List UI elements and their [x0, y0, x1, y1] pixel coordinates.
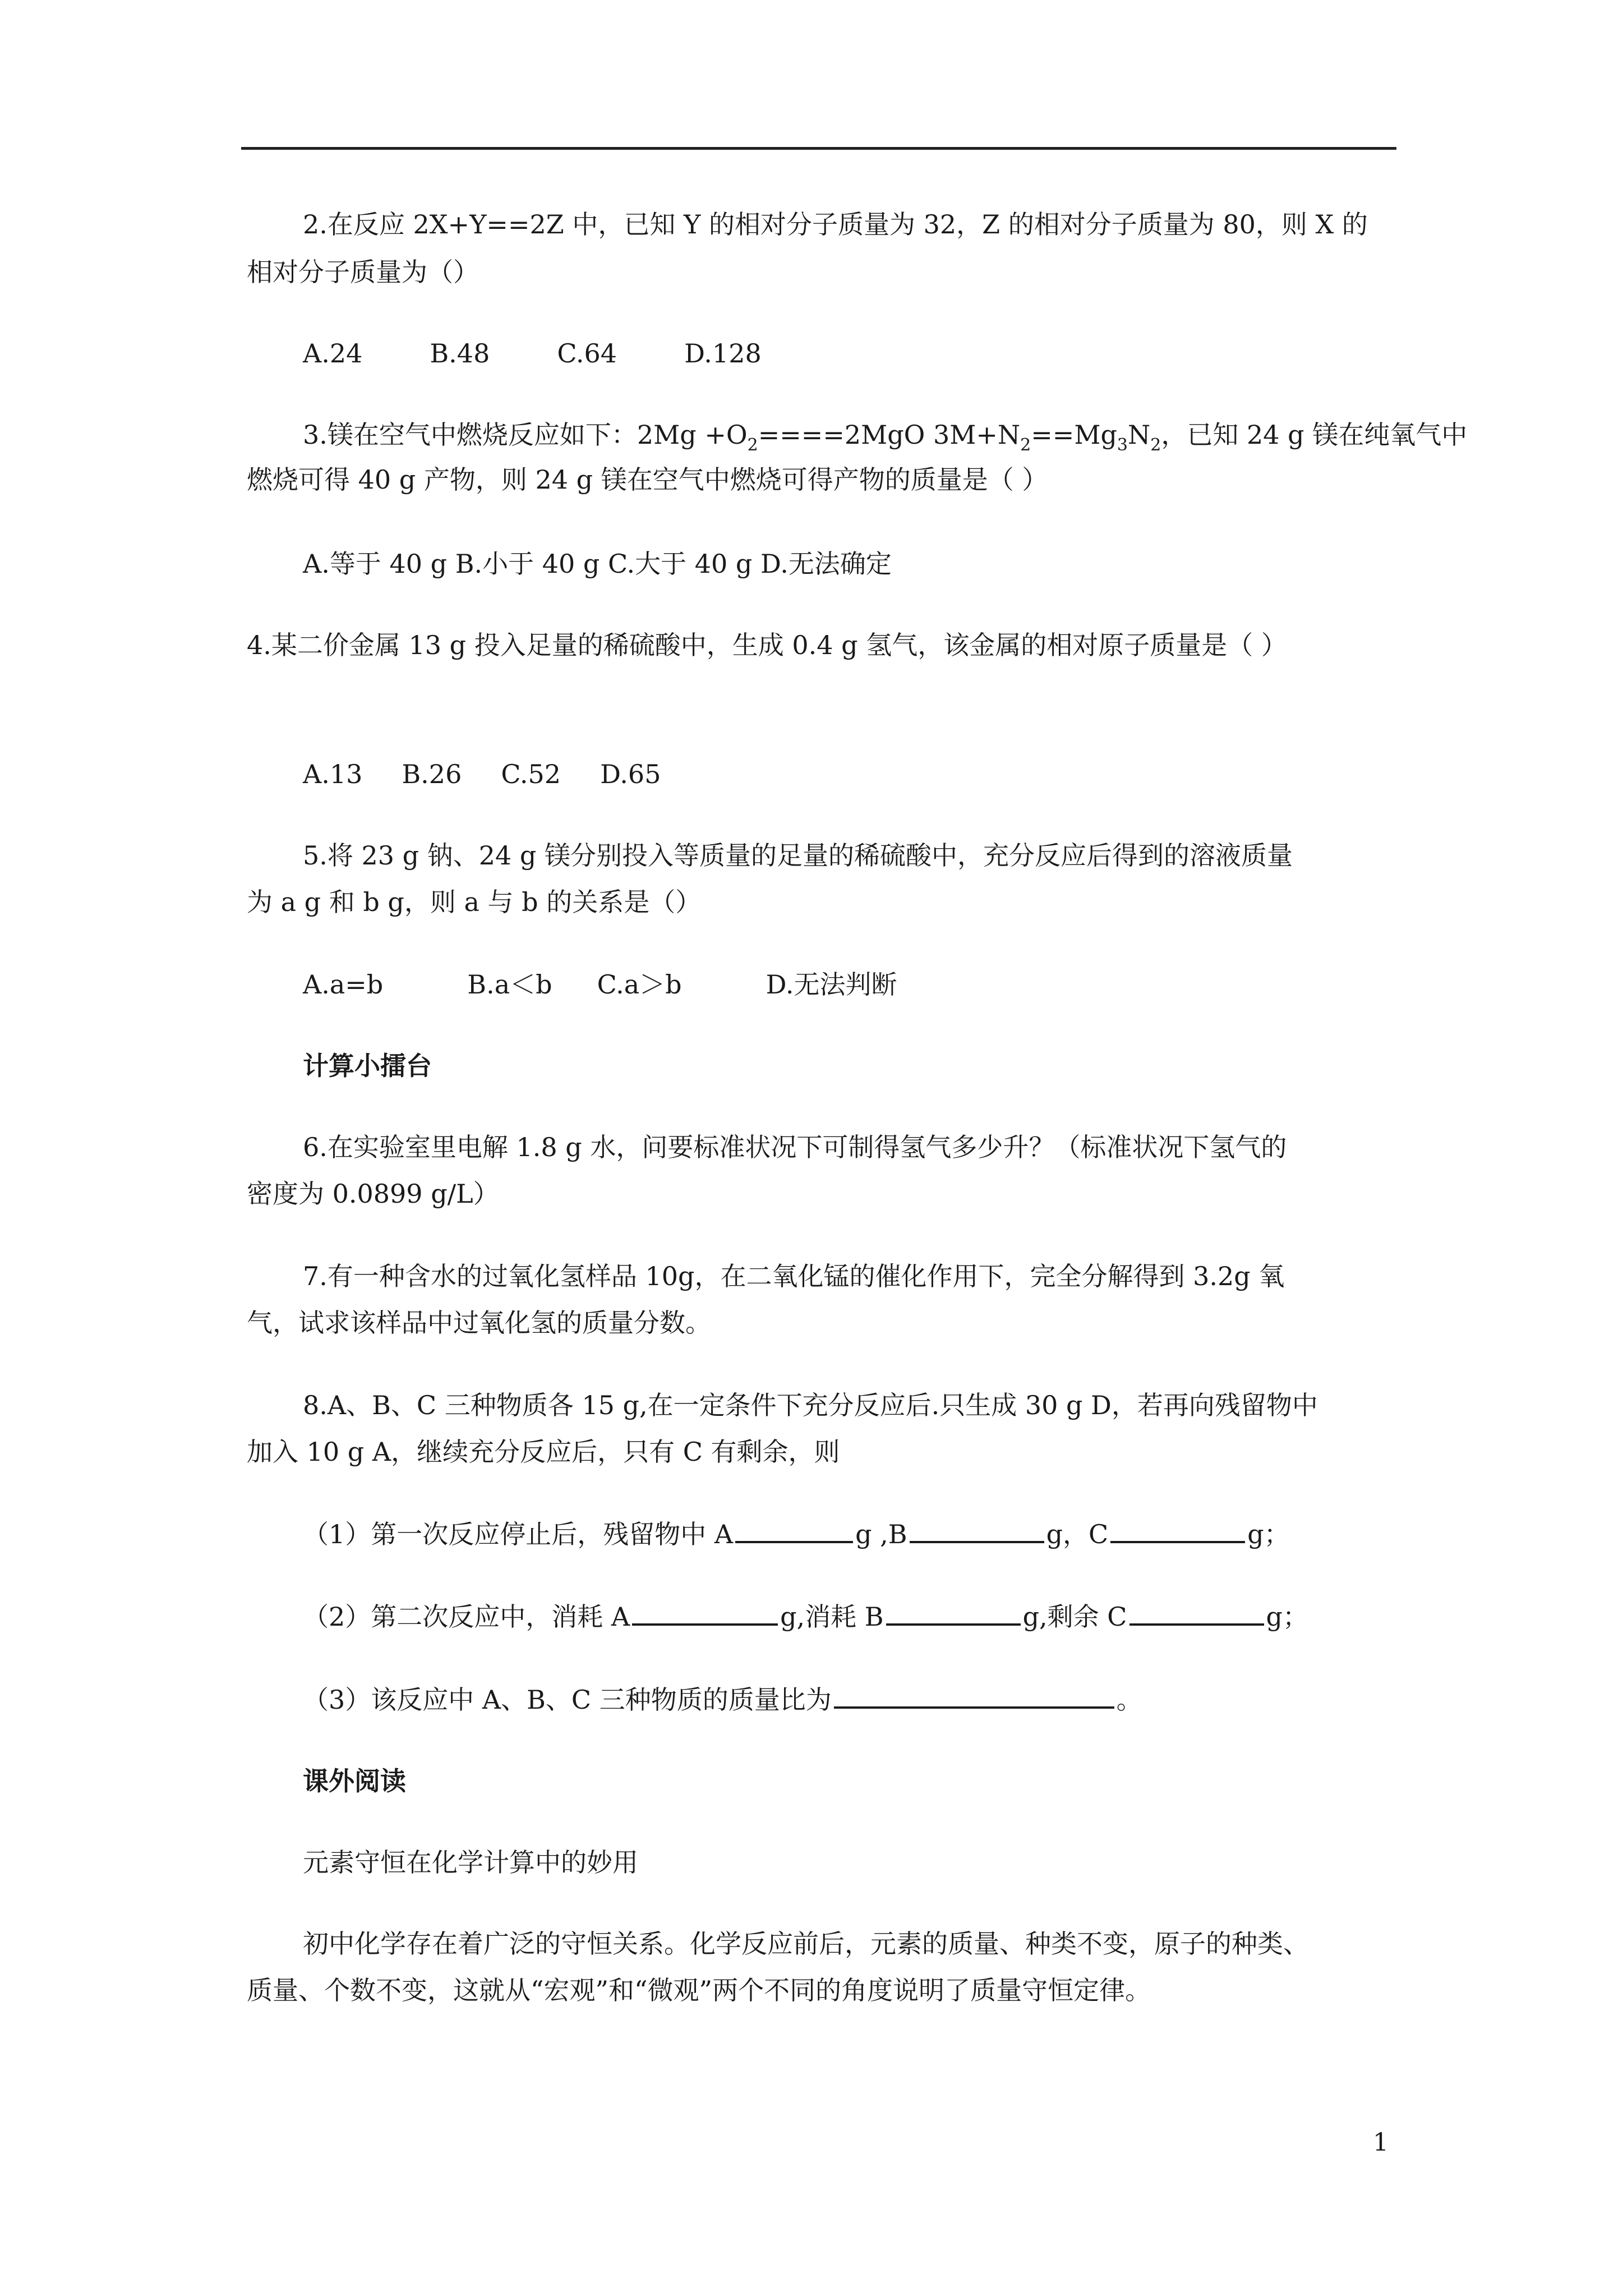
q8-part1-label: （1）第一次反应停止后，残留物中 A — [303, 1519, 734, 1549]
answer-blank[interactable] — [735, 1515, 853, 1543]
q8-part2-text-c: g,剩余 C — [1022, 1602, 1127, 1632]
q3-subscript: 2 — [1020, 435, 1031, 455]
q5-option-c: C.a＞b — [597, 969, 682, 1000]
reading-line2: 质量、个数不变，这就从“宏观”和“微观”两个不同的角度说明了质量守恒定律。 — [247, 1975, 1151, 2005]
q2-option-b: B.48 — [430, 338, 490, 369]
q8-line2: 加入 10 g A，继续充分反应后，只有 C 有剩余，则 — [247, 1437, 840, 1467]
q8-part3-end: 。 — [1116, 1685, 1142, 1715]
answer-blank[interactable] — [886, 1598, 1021, 1626]
q8-part3-label: （3）该反应中 A、B、C 三种物质的质量比为 — [303, 1685, 832, 1715]
q2-option-c: C.64 — [557, 338, 617, 369]
q7-line2: 气，试求该样品中过氧化氢的质量分数。 — [247, 1308, 711, 1338]
q8-part1 — [303, 1512, 1290, 1557]
header-rule — [241, 147, 1396, 150]
q8-part2 — [303, 1594, 1308, 1639]
q5-option-b: B.a＜b — [467, 969, 552, 1000]
answer-blank[interactable] — [834, 1681, 1114, 1709]
q5-option-a: A.a=b — [303, 969, 384, 1000]
q5-option-d: D.无法判断 — [766, 969, 897, 1000]
q7-line1: 7.有一种含水的过氧化氢样品 10g，在二氧化锰的催化作用下，完全分解得到 3.2g 氧 — [303, 1261, 1285, 1291]
q2-options — [303, 331, 762, 376]
q4-line1: 4.某二价金属 13 g 投入足量的稀硫酸中，生成 0.4 g 氢气，该金属的相对原子质量是（ ） — [247, 630, 1287, 660]
page-number: 1 — [1373, 2128, 1389, 2157]
q4-options — [303, 752, 661, 797]
q3-line1-part-c: ==Mg — [1031, 420, 1117, 450]
q4-option-d: D.65 — [600, 759, 661, 789]
q3-line1 — [303, 412, 1467, 461]
q4-option-b: B.26 — [402, 759, 462, 789]
answer-blank[interactable] — [1110, 1515, 1245, 1543]
section-heading-calc: 计算小擂台 — [303, 1051, 432, 1081]
q4-option-c: C.52 — [501, 759, 561, 789]
q8-part2-text-b: g,消耗 B — [780, 1602, 884, 1632]
q3-line2: 燃烧可得 40 g 产物，则 24 g 镁在空气中燃烧可得产物的质量是（ ） — [247, 464, 1048, 495]
q3-line1-part-d: N — [1128, 420, 1151, 450]
q8-part2-text-d: g； — [1266, 1602, 1308, 1632]
reading-title: 元素守恒在化学计算中的妙用 — [303, 1847, 638, 1878]
q8-part1-text-d: g； — [1247, 1519, 1290, 1549]
q5-line1: 5.将 23 g 钠、24 g 镁分别投入等质量的足量的稀硫酸中，充分反应后得到的溶液质量 — [303, 840, 1293, 871]
q5-line2: 为 a g 和 b g，则 a 与 b 的关系是（） — [247, 887, 702, 917]
q3-subscript: 3 — [1117, 435, 1128, 455]
q3-subscript: 2 — [747, 435, 758, 455]
q3-line1-part-e: ，已知 24 g 镁在纯氧气中 — [1161, 420, 1468, 450]
q3-line1-part-a: 3.镁在空气中燃烧反应如下：2Mg +O — [303, 420, 748, 450]
q4-option-a: A.13 — [303, 759, 363, 789]
q5-options — [303, 962, 897, 1007]
q8-line1: 8.A、B、C 三种物质各 15 g,在一定条件下充分反应后.只生成 30 g D，若再向残留物中 — [303, 1390, 1318, 1420]
q8-part1-text-b: g ,B — [855, 1519, 907, 1549]
q3-options: A.等于 40 g B.小于 40 g C.大于 40 g D.无法确定 — [303, 549, 892, 579]
section-heading-reading: 课外阅读 — [303, 1766, 406, 1796]
answer-blank[interactable] — [632, 1598, 778, 1626]
q2-line1: 2.在反应 2X+Y==2Z 中，已知 Y 的相对分子质量为 32，Z 的相对分子质量为 80，则 X 的 — [303, 209, 1368, 240]
q2-line2: 相对分子质量为（） — [247, 257, 479, 287]
q6-line1: 6.在实验室里电解 1.8 g 水，问要标准状况下可制得氢气多少升？（标准状况下氢气的 — [303, 1132, 1287, 1162]
reading-line1: 初中化学存在着广泛的守恒关系。化学反应前后，元素的质量、种类不变，原子的种类、 — [303, 1929, 1309, 1959]
q3-subscript: 2 — [1150, 435, 1161, 455]
answer-blank[interactable] — [910, 1515, 1044, 1543]
q2-option-d: D.128 — [684, 338, 762, 369]
q8-part3 — [303, 1677, 1142, 1722]
q2-option-a: A.24 — [303, 338, 363, 369]
answer-blank[interactable] — [1129, 1598, 1264, 1626]
q6-line2: 密度为 0.0899 g/L） — [247, 1179, 499, 1209]
q3-line1-part-b: ====2MgO 3M+N — [758, 420, 1021, 450]
q8-part1-text-c: g，C — [1046, 1519, 1109, 1549]
q8-part2-label: （2）第二次反应中，消耗 A — [303, 1602, 630, 1632]
